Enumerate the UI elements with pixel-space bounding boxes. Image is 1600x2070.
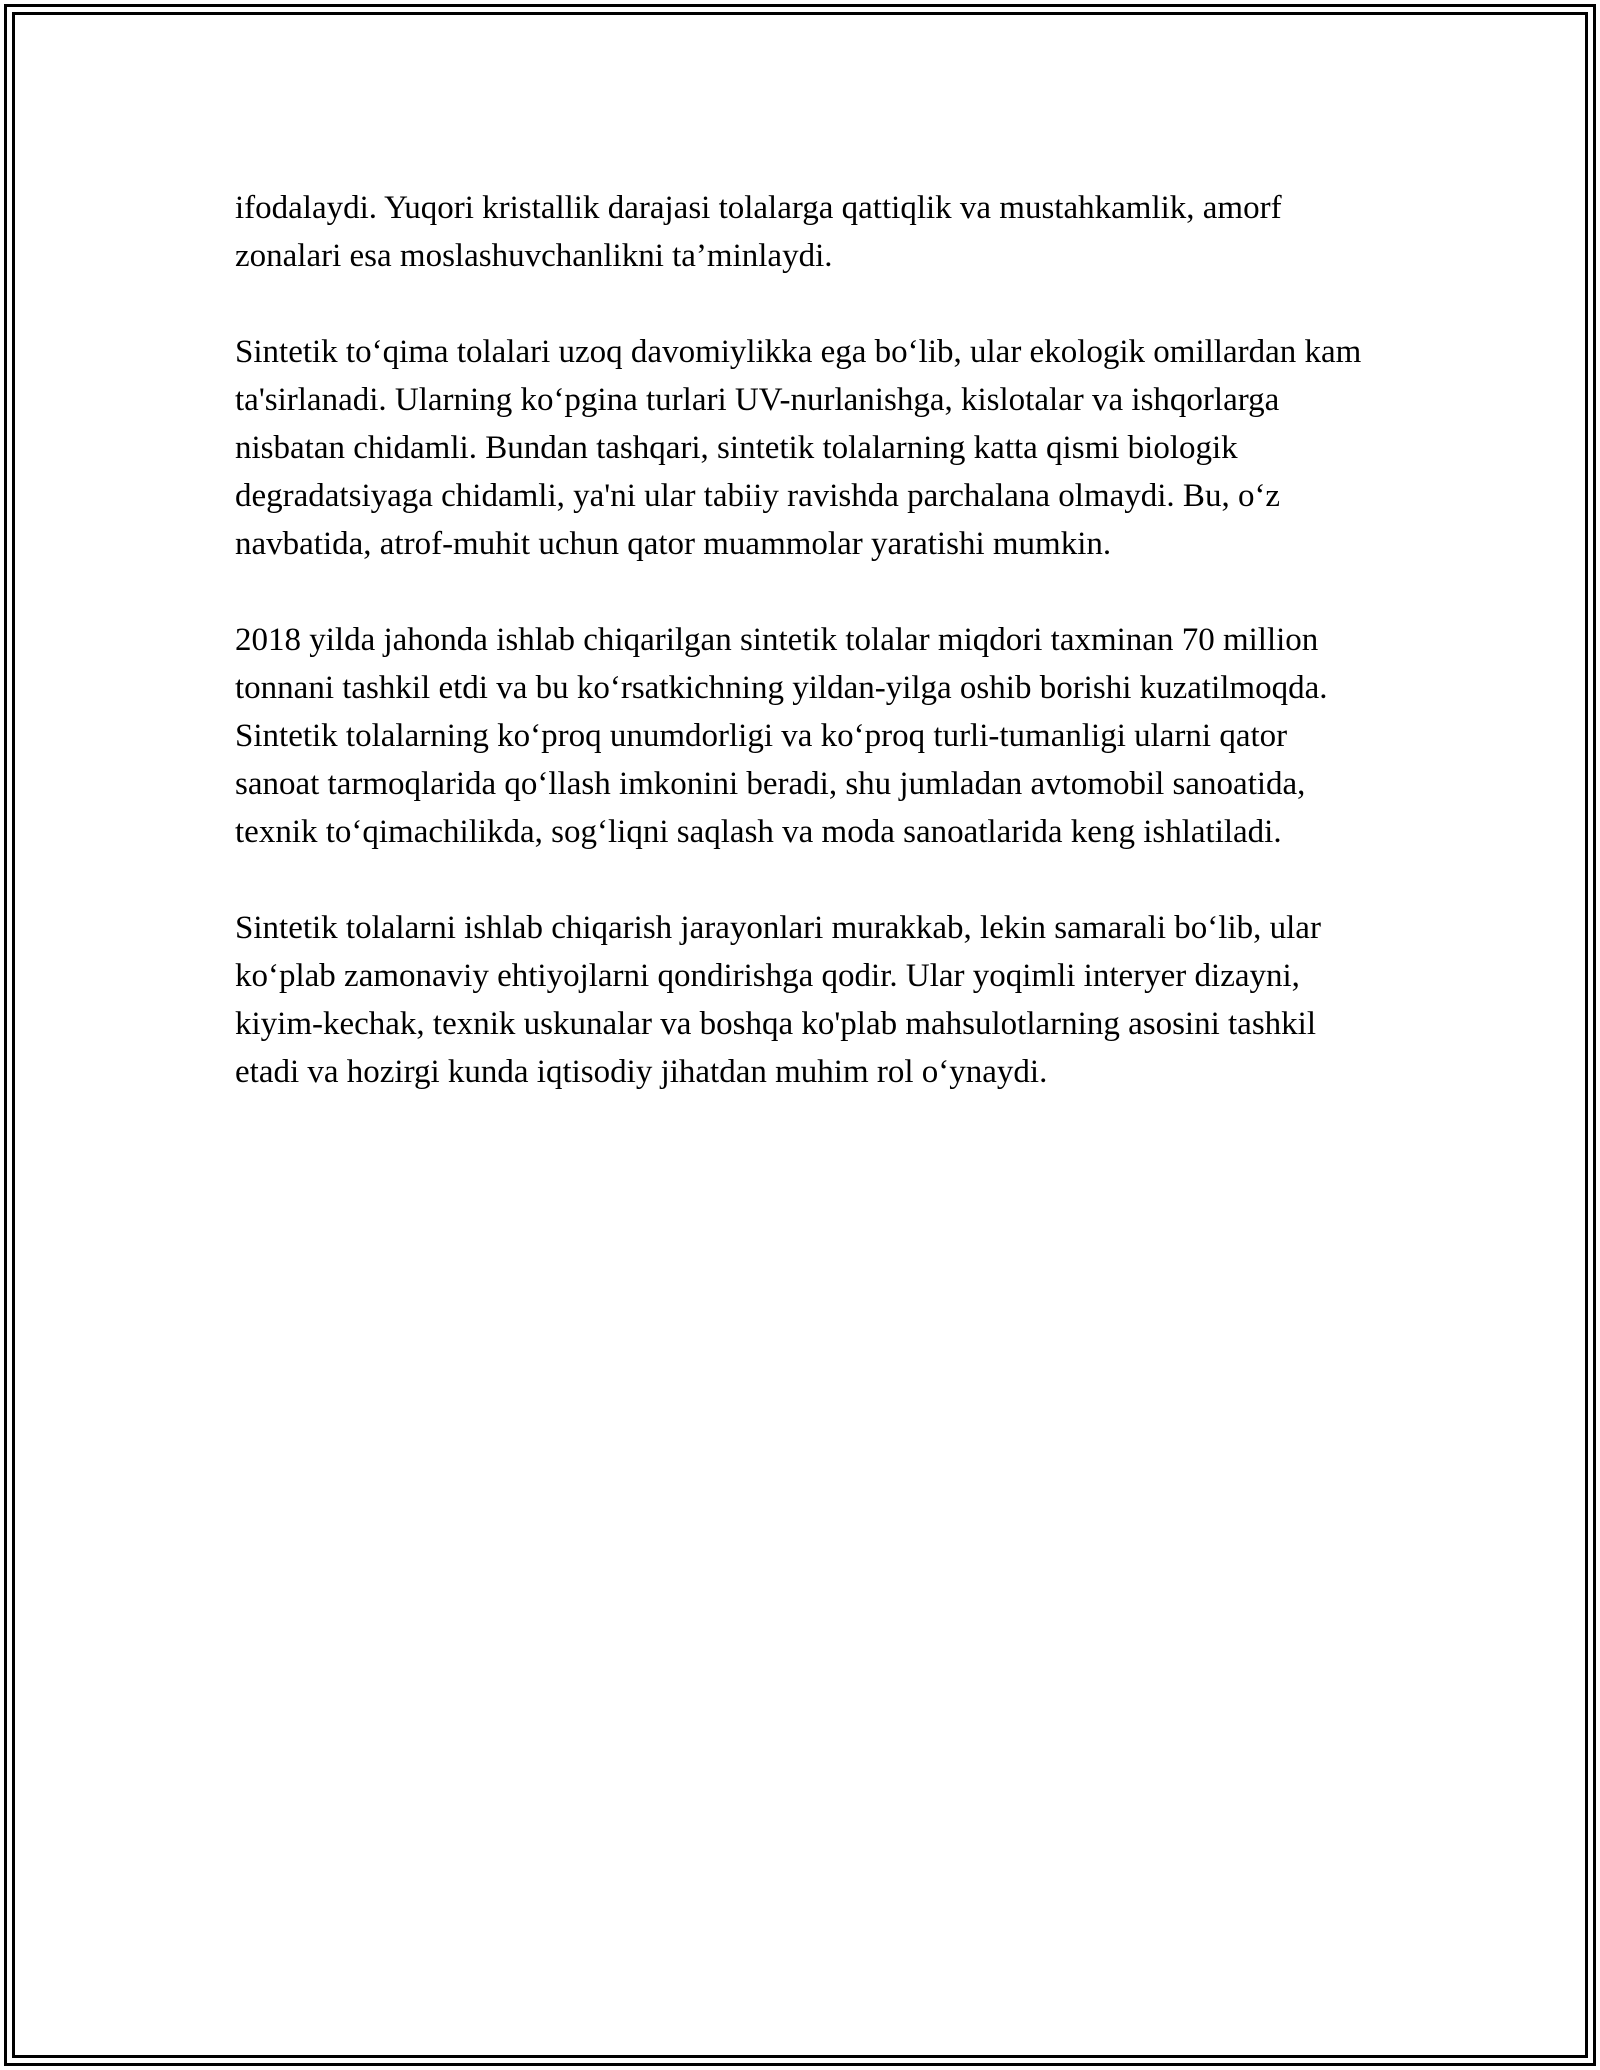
paragraph-durability: Sintetik to‘qima tolalari uzoq davomiylikka ega bo‘lib, ular ekologik omillardan kam ta'sirlanadi. Ularning ko‘pgina turlari UV-nurlanishga, kislotalar va ishqorlarga nisbatan chidamli. Bundan tashqari, sintetik tolalarning katta qismi biologik degradatsiyaga chidamli, ya'ni ular tabiiy ravishda parchalana olmaydi. Bu, o‘z navbatida, atrof-muhit uchun qator muammolar yaratishi mumkin. [235, 334, 1362, 562]
paragraph-production-process: Sintetik tolalarni ishlab chiqarish jarayonlari murakkab, lekin samarali bo‘lib, ular ko‘plab zamonaviy ehtiyojlarni qondirishga qodir. Ular yoqimli interyer dizayni, kiyim-kechak, texnik uskunalar va boshqa ko'plab mahsulotlarning asosini tashkil etadi va hozirgi kunda iqtisodiy jihatdan muhim rol o‘ynaydi. [235, 910, 1321, 1090]
paragraph-crystallinity: ifodalaydi. Yuqori kristallik darajasi tolalarga qattiqlik va mustahkamlik, amorf zonalari esa moslashuvchanlikni ta’minlaydi. [235, 190, 1282, 274]
document-body [235, 184, 1375, 1144]
paragraph-production-volume: 2018 yilda jahonda ishlab chiqarilgan sintetik tolalar miqdori taxminan 70 million tonnani tashkil etdi va bu ko‘rsatkichning yildan-yilga oshib borishi kuzatilmoqda. Sintetik tolalarning ko‘proq unumdorligi va ko‘proq turli-tumanligi ularni qator sanoat tarmoqlarida qo‘llash imkonini beradi, shu jumladan avtomobil sanoatida, texnik to‘qimachilikda, sog‘liqni saqlash va moda sanoatlarida keng ishlatiladi. [235, 622, 1328, 850]
